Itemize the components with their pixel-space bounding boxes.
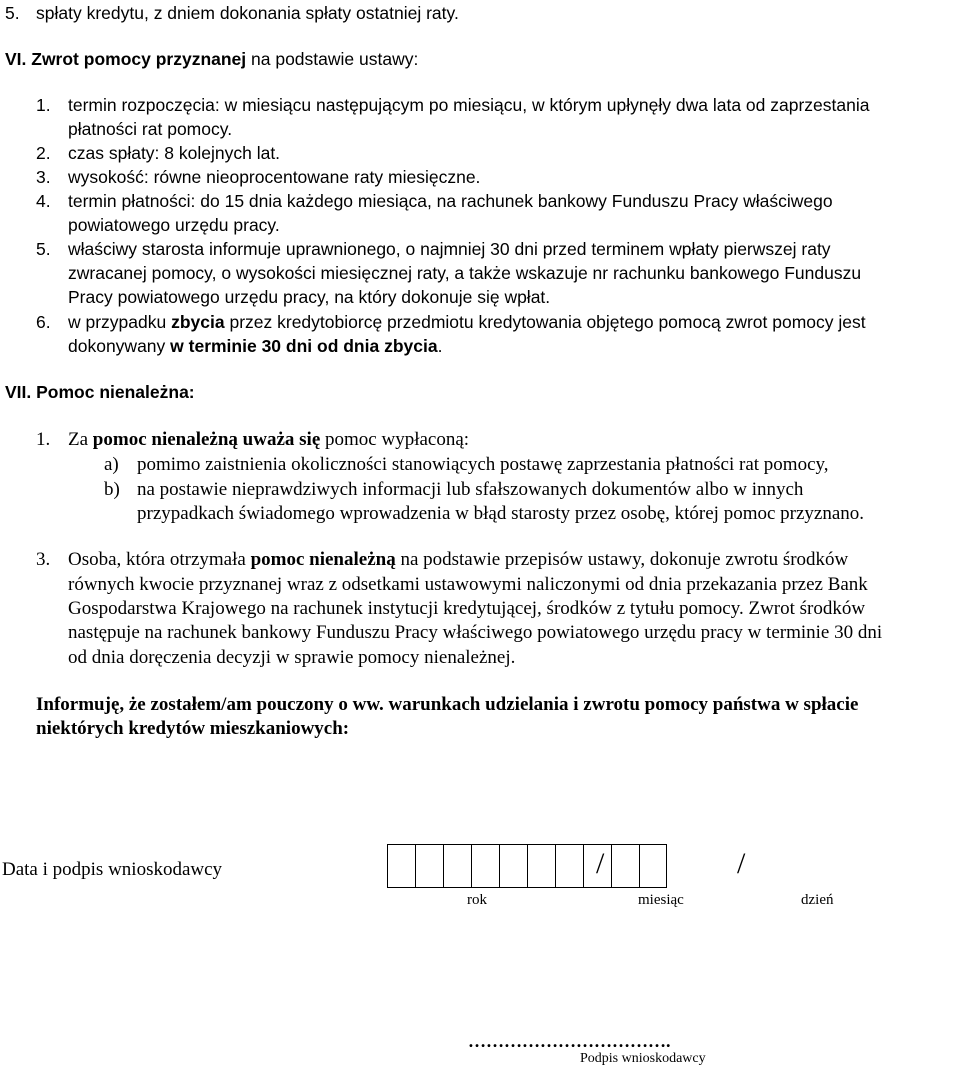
- signature-label: Podpis wnioskodawcy: [580, 1051, 706, 1066]
- list-item-text: Za pomoc nienależną uważa się pomoc wypłaconą:: [68, 429, 470, 450]
- statement-text: Informuję, że zostałem/am pouczony o ww. warunkach udzielania i zwrotu pomocy państwa w spłacie: [36, 694, 859, 715]
- list-item-text: zwracanej pomocy, o wysokości miesięcznej raty, a także wskazuje nr rachunku bankowego Funduszu: [68, 263, 862, 283]
- list-item-text: następuje na rachunek bankowy Funduszu Pracy właściwego powiatowego urzędu pracy w terminie 30 dni: [68, 622, 883, 643]
- date-box-month-2[interactable]: [555, 844, 583, 888]
- list-item-text: Osoba, która otrzymała pomoc nienależną na podstawie przepisów ustawy, dokonuje zwrotu środków: [68, 549, 849, 570]
- list-item-text: płatności rat pomocy.: [68, 119, 233, 139]
- statement-text: niektórych kredytów mieszkaniowych:: [36, 718, 350, 739]
- list-item-text: Pracy powiatowego urzędu pracy, na który dokonuje się wpłat.: [68, 287, 551, 307]
- list-number: 2.: [36, 143, 51, 163]
- list-item-text: spłaty kredytu, z dniem dokonania spłaty ostatniej raty.: [36, 3, 459, 23]
- section-heading-vi: VI. Zwrot pomocy przyznanej na podstawie ustawy:: [5, 49, 419, 69]
- date-box-year-4[interactable]: [471, 844, 499, 888]
- date-box-year-3[interactable]: [443, 844, 471, 888]
- signature-line: …………………………….: [468, 1031, 671, 1051]
- date-box-month-1[interactable]: [527, 844, 555, 888]
- list-item-text: dokonywany w terminie 30 dni od dnia zbycia.: [68, 336, 443, 356]
- date-box-year-1[interactable]: [387, 844, 415, 888]
- date-slash: /: [596, 847, 605, 880]
- list-number: 3.: [36, 167, 51, 187]
- list-number: 6.: [36, 312, 51, 332]
- sub-item-label: a): [104, 454, 119, 475]
- date-label-year: rok: [467, 892, 487, 908]
- sub-item-text: przypadkach świadomego wprowadzenia w błąd starosty przez osobę, której pomoc przyznano.: [137, 503, 865, 524]
- list-item-text: termin płatności: do 15 dnia każdego miesiąca, na rachunek bankowy Funduszu Pracy właściwego: [68, 191, 833, 211]
- date-box-separator-1: [499, 844, 527, 888]
- date-sign-label: Data i podpis wnioskodawcy: [2, 859, 223, 880]
- list-item-text: właściwy starosta informuje uprawnionego, o najmniej 30 dni przed terminem wpłaty pierwszej raty: [68, 239, 831, 259]
- list-item-text: czas spłaty: 8 kolejnych lat.: [68, 143, 281, 163]
- list-item-text: od dnia doręczenia decyzji w sprawie pomocy nienależnej.: [68, 647, 516, 668]
- date-box-day-1[interactable]: [611, 844, 639, 888]
- section-heading-vii: VII. Pomoc nienależna:: [5, 382, 195, 402]
- date-box-year-2[interactable]: [415, 844, 443, 888]
- date-boxes: [387, 844, 667, 888]
- sub-item-text: na postawie nieprawdziwych informacji lub sfałszowanych dokumentów albo w innych: [137, 479, 804, 500]
- sub-item-label: b): [104, 479, 120, 500]
- date-slash: /: [737, 847, 746, 880]
- sub-item-text: pomimo zaistnienia okoliczności stanowiących postawę zaprzestania płatności rat pomocy,: [137, 454, 829, 475]
- list-number: 1.: [36, 429, 51, 450]
- list-item-text: wysokość: równe nieoprocentowane raty miesięczne.: [68, 167, 481, 187]
- list-number: 4.: [36, 191, 51, 211]
- list-item-text: termin rozpoczęcia: w miesiącu następującym po miesiącu, w którym upłynęły dwa lata od zaprzestania: [68, 95, 870, 115]
- list-item-text: powiatowego urzędu pracy.: [68, 215, 280, 235]
- date-label-month: miesiąc: [638, 892, 684, 908]
- list-item-text: w przypadku zbycia przez kredytobiorcę przedmiotu kredytowania objętego pomocą zwrot pomocy jest: [68, 312, 866, 332]
- list-item-text: równych kwocie przyznanej wraz z odsetkami ustawowymi naliczonymi od dnia przekazania przez Bank: [68, 574, 868, 595]
- list-number: 5.: [36, 239, 51, 259]
- list-number: 1.: [36, 95, 51, 115]
- list-item-text: Gospodarstwa Krajowego na rachunek instytucji kredytującej, środków z tytułu pomocy. Zwrot środków: [68, 598, 866, 619]
- list-number: 3.: [36, 549, 51, 570]
- date-box-day-2[interactable]: [639, 844, 667, 888]
- list-number: 5.: [5, 3, 20, 23]
- date-label-day: dzień: [801, 892, 834, 908]
